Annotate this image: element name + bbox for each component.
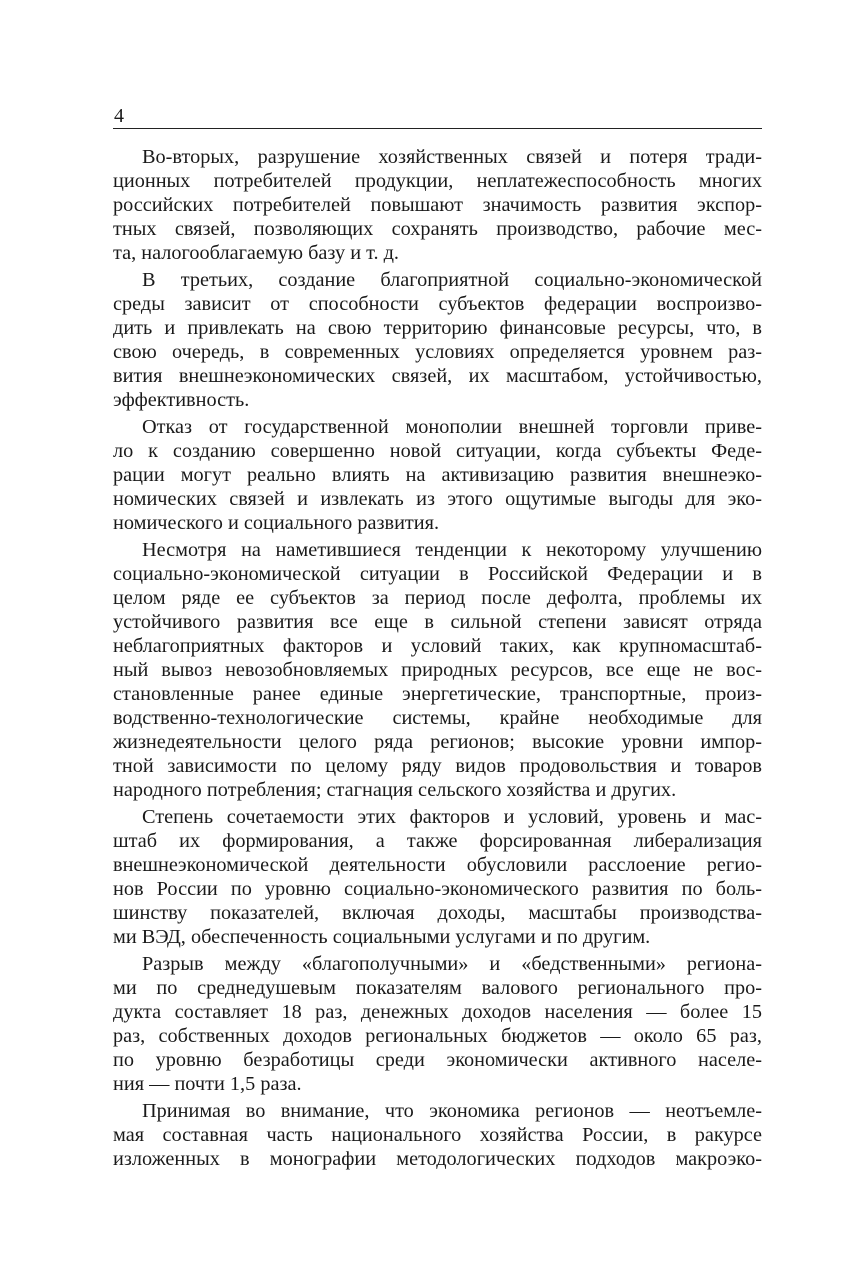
text-line: внешнеэкономической деятельности обусловили расслоение регио- bbox=[113, 854, 762, 876]
text-line: тных связей, позволяющих сохранять производство, рабочие мес- bbox=[113, 218, 762, 240]
text-line: ния — почти 1,5 раза. bbox=[113, 1073, 302, 1095]
text-line: вития внешнеэкономических связей, их масштабом, устойчивостью, bbox=[113, 365, 762, 387]
text-line: Отказ от государственной монополии внешней торговли приве- bbox=[142, 416, 762, 438]
paragraph bbox=[113, 415, 762, 535]
text-line: среды зависит от способности субъектов федерации воспроизво- bbox=[113, 293, 762, 315]
text-line: российских потребителей повышают значимость развития экспор- bbox=[113, 194, 762, 216]
text-line: неблагоприятных факторов и условий таких, как крупномасштаб- bbox=[113, 635, 762, 657]
paragraph bbox=[113, 268, 762, 412]
text-line: номических связей и извлекать из этого ощутимые выгоды для эко- bbox=[113, 488, 762, 510]
text-line: изложенных в монографии методологических подходов макроэко- bbox=[113, 1148, 762, 1170]
text-line: дить и привлекать на свою территорию финансовые ресурсы, что, в bbox=[113, 317, 762, 339]
paragraph bbox=[113, 145, 762, 265]
text-line: штаб их формирования, а также форсированная либерализация bbox=[113, 830, 762, 852]
body-text bbox=[113, 145, 762, 1174]
text-line: ло к созданию совершенно новой ситуации, когда субъекты Феде- bbox=[113, 440, 762, 462]
text-line: по уровню безработицы среди экономически активного населе- bbox=[113, 1049, 762, 1071]
paragraph bbox=[113, 1099, 762, 1171]
text-line: водственно-технологические системы, крайне необходимые для bbox=[113, 707, 762, 729]
text-line: целом ряде ее субъектов за период после дефолта, проблемы их bbox=[113, 587, 762, 609]
paragraph bbox=[113, 952, 762, 1096]
text-line: тной зависимости по целому ряду видов продовольствия и товаров bbox=[113, 755, 762, 777]
text-line: раз, собственных доходов региональных бюджетов — около 65 раз, bbox=[113, 1025, 762, 1047]
paragraph bbox=[113, 538, 762, 802]
text-line: Разрыв между «благополучными» и «бедственными» региона- bbox=[142, 953, 762, 975]
text-line: социально-экономической ситуации в Российской Федерации и в bbox=[113, 563, 762, 585]
text-line: нов России по уровню социально-экономического развития по боль- bbox=[113, 878, 762, 900]
text-line: та, налогооблагаемую базу и т. д. bbox=[113, 242, 400, 264]
text-line: устойчивого развития все еще в сильной степени зависят отряда bbox=[113, 611, 762, 633]
text-line: Во-вторых, разрушение хозяйственных связей и потеря тради- bbox=[142, 146, 762, 168]
text-line: ми по среднедушевым показателям валового регионального про- bbox=[113, 977, 762, 999]
text-line: В третьих, создание благоприятной социально-экономической bbox=[142, 269, 762, 291]
text-line: Степень сочетаемости этих факторов и условий, уровень и мас- bbox=[142, 806, 762, 828]
text-line: свою очередь, в современных условиях определяется уровнем раз- bbox=[113, 341, 762, 363]
page-header bbox=[113, 104, 762, 129]
text-line: Принимая во внимание, что экономика регионов — неотъемле- bbox=[142, 1100, 762, 1122]
text-line: шинству показателей, включая доходы, масштабы производства- bbox=[113, 902, 762, 924]
paragraph bbox=[113, 805, 762, 949]
text-line: рации могут реально влиять на активизацию развития внешнеэко- bbox=[113, 464, 762, 486]
text-line: становленные ранее единые энергетические, транспортные, произ- bbox=[113, 683, 762, 705]
text-line: Несмотря на наметившиеся тенденции к некоторому улучшению bbox=[142, 539, 762, 561]
text-line: жизнедеятельности целого ряда регионов; высокие уровни импор- bbox=[113, 731, 762, 753]
text-line: ционных потребителей продукции, неплатежеспособность многих bbox=[113, 170, 762, 192]
text-line: ми ВЭД, обеспеченность социальными услугами и по другим. bbox=[113, 926, 651, 948]
text-line: номического и социального развития. bbox=[113, 512, 440, 534]
text-line: дукта составляет 18 раз, денежных доходов населения — более 15 bbox=[113, 1001, 762, 1023]
text-line: мая составная часть национального хозяйства России, в ракурсе bbox=[113, 1124, 762, 1146]
text-line: народного потребления; стагнация сельского хозяйства и других. bbox=[113, 779, 677, 801]
text-line: эффективность. bbox=[113, 389, 250, 411]
page-number: 4 bbox=[114, 105, 124, 127]
text-line: ный вывоз невозобновляемых природных ресурсов, все еще не вос- bbox=[113, 659, 762, 681]
